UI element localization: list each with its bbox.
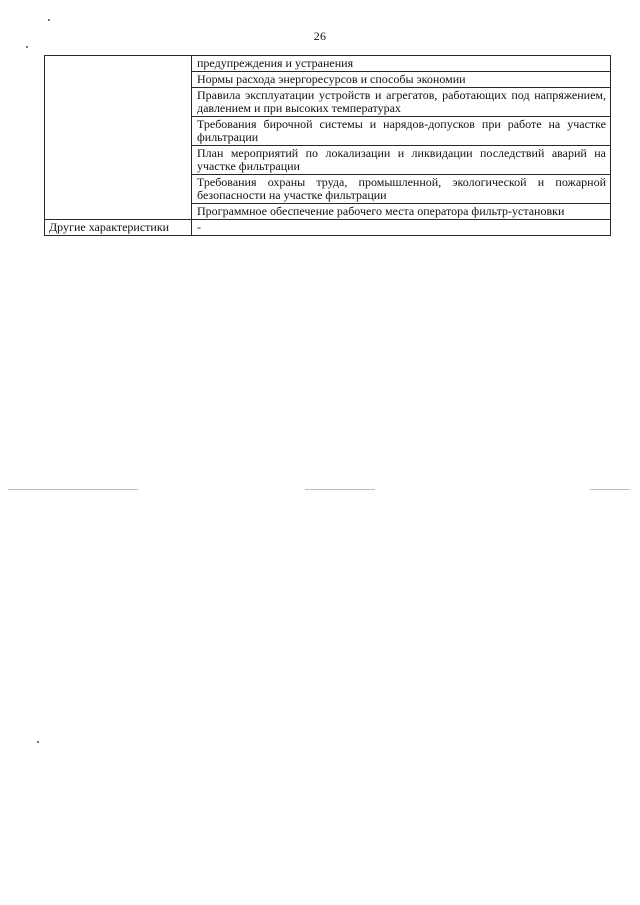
table-cell-value: Требования охраны труда, промышленной, экологической и пожарной безопасности на участке фильтрации — [192, 175, 611, 204]
scan-line — [305, 489, 375, 490]
table-cell-label: Другие характеристики — [45, 220, 192, 236]
page-number: 26 — [313, 29, 327, 43]
table-cell-value: План мероприятий по локализации и ликвидации последствий аварий на участке фильтрации — [192, 146, 611, 175]
scan-speck — [26, 46, 28, 48]
table-cell-label — [45, 56, 192, 220]
table-row — [45, 220, 611, 236]
table-cell-value: - — [192, 220, 611, 236]
table-cell-value: предупреждения и устранения — [192, 56, 611, 72]
requirements-table — [44, 55, 611, 236]
table-cell-value: Правила эксплуатации устройств и агрегатов, работающих под напряжением, давлением и при высоких температурах — [192, 88, 611, 117]
table-row — [45, 56, 611, 72]
table-cell-value: Программное обеспечение рабочего места оператора фильтр-установки — [192, 204, 611, 220]
table-cell-value: Требования бирочной системы и нарядов-допусков при работе на участке фильтрации — [192, 117, 611, 146]
table-cell-value: Нормы расхода энергоресурсов и способы экономии — [192, 72, 611, 88]
scan-speck — [48, 19, 50, 21]
scan-line — [8, 489, 138, 490]
scan-line — [590, 489, 630, 490]
scan-speck — [37, 741, 39, 743]
